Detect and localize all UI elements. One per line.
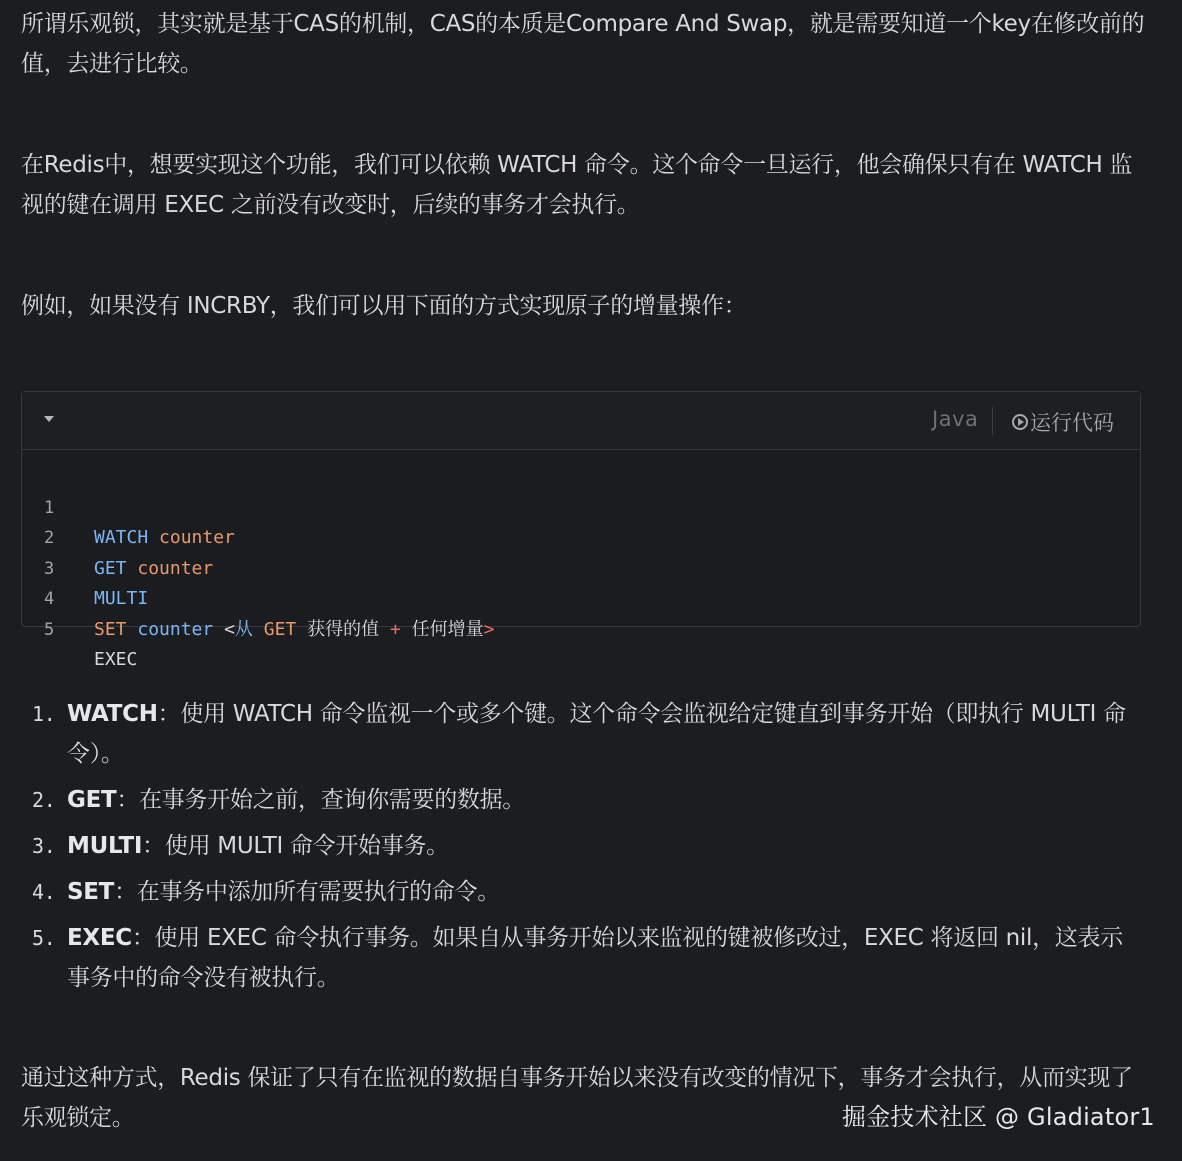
- code-text: 任何增量: [411, 618, 484, 640]
- code-keyword: GET: [94, 557, 127, 579]
- step-text: ：在事务中添加所有需要执行的命令。: [114, 879, 500, 905]
- line-number: 5: [44, 619, 55, 640]
- paragraph-watch: 在Redis中，想要实现这个功能，我们可以依赖 WATCH 命令。这个命令一旦运行，他会确保只有在 WATCH 监视的键在调用 EXEC 之前没有改变时，后续的事务才会执行。: [21, 152, 1133, 218]
- line-number: 3: [44, 558, 55, 579]
- step-text: ：使用 MULTI 命令开始事务。: [142, 833, 449, 859]
- paragraph-conclusion: 通过这种方式，Redis 保证了只有在监视的数据自事务开始以来没有改变的情况下，事务才会执行，从而实现了乐观锁定。: [21, 1065, 1133, 1131]
- list-number: 5.: [32, 926, 56, 950]
- line-number: 1: [44, 497, 55, 518]
- line-number: 4: [44, 589, 55, 609]
- step-term: EXEC: [67, 925, 132, 951]
- paragraph-example: 例如，如果没有 INCRBY，我们可以用下面的方式实现原子的增量操作：: [21, 293, 747, 319]
- step-term: MULTI: [67, 833, 143, 859]
- code-keyword: WATCH: [94, 527, 149, 548]
- step-text: ：使用 WATCH 命令监视一个或多个键。这个命令会监视给定键直到事务开始（即执行 MULTI 命令）。: [67, 701, 1126, 767]
- step-term: SET: [67, 879, 115, 905]
- caret-down-icon[interactable]: [44, 416, 54, 422]
- list-item: [32, 780, 1142, 820]
- list-item: [32, 872, 1142, 912]
- code-keyword: EXEC: [94, 649, 138, 670]
- step-term: GET: [67, 787, 117, 813]
- code-line: [22, 462, 235, 548]
- run-code-label: 运行代码: [1030, 411, 1114, 435]
- list-item: [32, 918, 1142, 998]
- step-term: WATCH: [67, 701, 158, 727]
- code-variable: counter: [137, 557, 214, 579]
- code-block: [21, 391, 1141, 670]
- code-block-header: [22, 392, 1140, 450]
- code-text: 从: [234, 618, 253, 640]
- list-number: 2.: [32, 788, 56, 812]
- list-number: 4.: [32, 880, 56, 904]
- code-keyword: MULTI: [94, 588, 149, 609]
- watermark: 掘金技术社区 @ Gladiator1: [842, 1103, 1155, 1131]
- code-body: [22, 462, 495, 670]
- steps-list: [32, 694, 1142, 1004]
- step-text: ：使用 EXEC 命令执行事务。如果自从事务开始以来监视的键被修改过，EXEC 将返回 nil，这表示事务中的命令没有被执行。: [67, 925, 1123, 991]
- code-variable: counter: [137, 618, 214, 640]
- list-item: [32, 694, 1142, 774]
- step-text: ：在事务开始之前，查询你需要的数据。: [116, 787, 525, 813]
- header-divider: [992, 407, 993, 435]
- line-number: 2: [44, 528, 55, 548]
- code-keyword: GET: [263, 618, 297, 640]
- list-item: [32, 826, 1142, 866]
- code-language-label: Java: [932, 407, 979, 431]
- paragraph-intro: 所谓乐观锁，其实就是基于CAS的机制，CAS的本质是Compare And Swap，就是需要知道一个key在修改前的值，去进行比较。: [21, 11, 1145, 77]
- code-angle-close: >: [483, 618, 495, 640]
- code-text: 获得的值: [307, 618, 380, 640]
- code-variable: counter: [159, 527, 235, 548]
- code-angle-open: <: [224, 618, 235, 640]
- list-number: 1.: [32, 702, 56, 726]
- code-operator: +: [389, 618, 401, 640]
- code-keyword: SET: [94, 618, 127, 640]
- run-code-button[interactable]: [1012, 407, 1114, 437]
- play-circle-icon: [1012, 414, 1028, 430]
- list-number: 3.: [32, 834, 56, 858]
